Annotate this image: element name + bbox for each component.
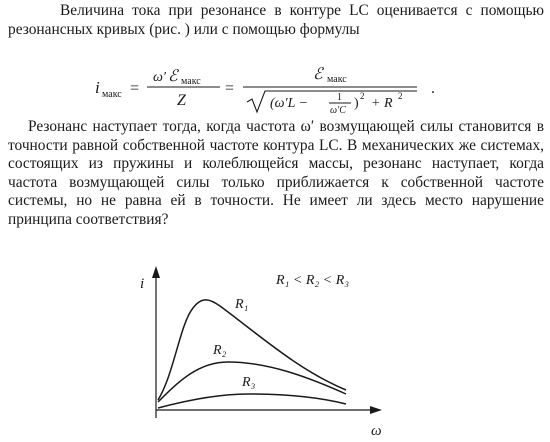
resonance-curves-figure [118,262,398,440]
formula-frac1-denominator: Z [177,92,186,109]
formula-equals: = [130,80,140,97]
formula-lhs: i [95,78,100,97]
formula-frac2-emf: ℰ [313,66,323,83]
formula-square-exponent: 2 [360,91,365,101]
curve-r3 [158,394,346,408]
y-axis-label: i [140,276,145,292]
current-amplitude-formula [95,62,475,114]
paragraph-correspondence-question: Резонанс наступает тогда, когда частота ω′ возмущающей силы становится в точности равной собственной частоте контура LC. В механических же системах, состоящих из пружины и колеблющейся массы, резонанс наступает, когда частота возмущающей силы только приближается к собственной частоте системы, но не равна ей в точности. Не имеет ли здесь место нарушение принципа соответствия? [8,118,544,228]
x-axis-arrow [370,406,382,414]
curve-r1-label: R₁ [235,297,249,312]
formula-frac2-emf-subscript: макс [327,74,347,85]
formula-plus-resistance: + R [371,96,393,111]
formula-frac1-omega: ω′ [153,70,166,85]
formula-equals-2: = [225,80,235,97]
formula-radicand-close: ) [354,96,359,111]
formula-inner-numerator: 1 [337,92,342,103]
resistance-inequality: R₁ < R₂ < R₃ [276,273,350,288]
curve-r2-label: R₂ [213,343,227,358]
formula-r-square-exponent: 2 [398,91,403,101]
y-axis-arrow [152,266,160,278]
formula-end-period: . [431,80,435,97]
paragraph-resonance-current: Величина тока при резонансе в контуре LC оценивается с помощью резонансных кривых (рис. ) или с помощью формулы [8,2,544,38]
formula-radicand-open: (ω′L − [270,96,309,111]
formula-frac1-emf-subscript: макс [181,76,201,87]
formula-lhs-subscript: макс [102,89,122,100]
formula-frac1-emf: ℰ [168,68,178,85]
formula-inner-denominator: ω′C [330,105,346,114]
x-axis-label: ω [371,423,382,439]
curve-r3-label: R₃ [242,375,256,390]
